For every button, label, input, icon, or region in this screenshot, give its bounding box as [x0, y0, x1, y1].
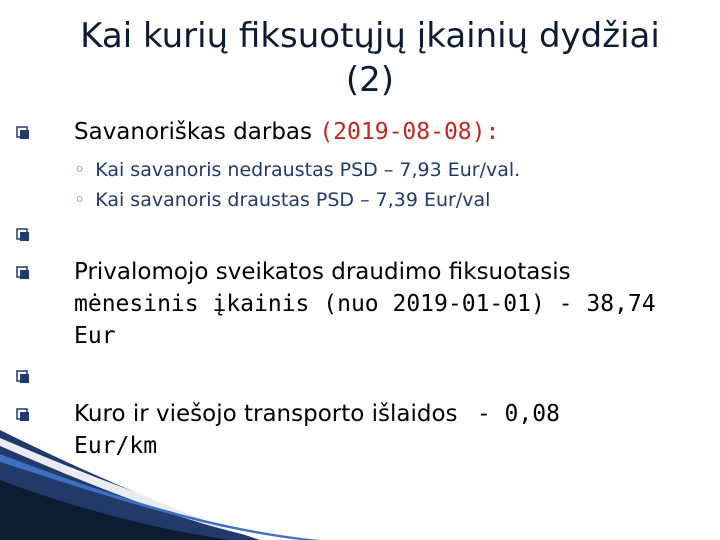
bullet-value: - 0,08 [476, 401, 560, 427]
square-bullet-icon [16, 408, 30, 422]
square-bullet-icon [16, 370, 30, 384]
bullet-label: Kuro ir viešojo transporto išlaidos [74, 401, 458, 427]
bullet-line: Eur/km [74, 433, 158, 459]
sub-item-text: Kai savanoris nedraustas PSD – 7,93 Eur/val. [95, 159, 521, 181]
bullet-label: Savanoriškas darbas [74, 119, 313, 145]
bullet-line: mėnesinis įkainis (nuo 2019-01-01) - 38,74 [74, 291, 656, 317]
square-bullet-icon [16, 266, 30, 280]
bullet-line: Eur [74, 323, 116, 349]
bullet-psd-ikainis [74, 256, 714, 352]
bullet-line: Privalomojo sveikatos draudimo fiksuotasis [74, 259, 571, 285]
bullet-savanoriskas [74, 116, 714, 148]
sub-item-text: Kai savanoris draustas PSD – 7,39 Eur/val [95, 189, 491, 211]
square-bullet-icon [16, 228, 30, 242]
sub-item-draustas [74, 186, 490, 214]
decorative-swoosh [0, 430, 720, 540]
slide-title: Kai kurių fiksuotųjų įkainių dydžiai (2) [80, 16, 660, 100]
circle-bullet-icon: ◦ [74, 159, 86, 181]
square-bullet-icon [16, 126, 30, 140]
sub-item-nedraustas [74, 156, 520, 184]
circle-bullet-icon: ◦ [74, 189, 86, 211]
bullet-date: (2019-08-08): [319, 119, 500, 145]
